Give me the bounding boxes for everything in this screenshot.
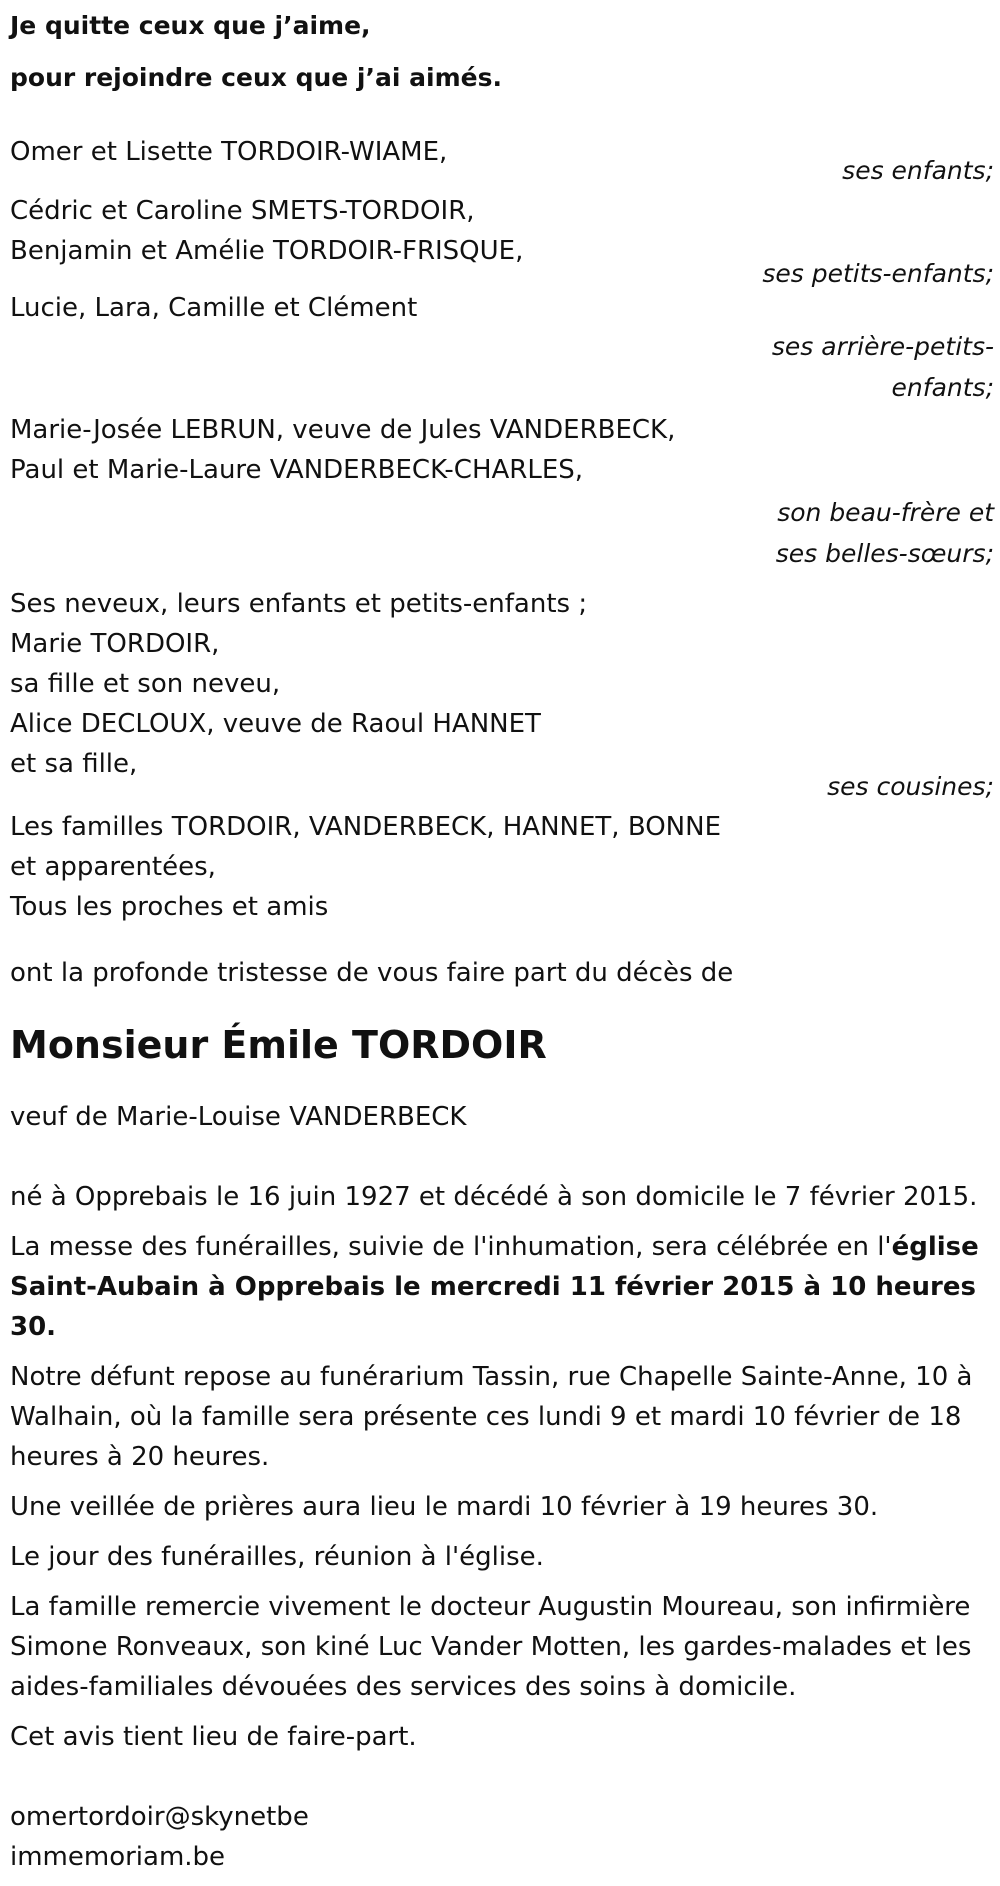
obituary-notice	[10, 0, 994, 1877]
children-role: ses enfants;	[842, 156, 994, 185]
cousin-1-detail: sa fille et son neveu,	[10, 669, 281, 699]
funeral-thanks: La famille remercie vivement le docteur Augustin Moureau, son infirmière Simone Ronveaux, son kiné Luc Vander Motten, les gardes-malades et les aides-familiales dévouées des services des soins à domicile.	[10, 1592, 972, 1702]
funeral-rest: Notre défunt repose au funérarium Tassin, rue Chapelle Sainte-Anne, 10 à Walhain, où la famille sera présente ces lundi 9 et mardi 10 février de 18 heures à 20 heures.	[10, 1362, 973, 1472]
funeral-meeting: Le jour des funérailles, réunion à l'église.	[10, 1542, 544, 1572]
grandchildren-names-1: Cédric et Caroline SMETS-TORDOIR,	[10, 196, 475, 226]
funeral-mass-intro: La messe des funérailles, suivie de l'inhumation, sera célébrée en l'	[10, 1232, 892, 1262]
grandchildren-names-2: Benjamin et Amélie TORDOIR-FRISQUE,	[10, 236, 524, 266]
epigraph-line-1: Je quitte ceux que j’aime,	[10, 11, 371, 40]
great-grandchildren-names: Lucie, Lara, Camille et Clément	[10, 293, 418, 323]
cousins-role: ses cousines;	[827, 772, 994, 801]
deceased-name: Monsieur Émile TORDOIR	[10, 1023, 547, 1067]
contact-website: immemoriam.be	[10, 1842, 226, 1872]
widower-of: veuf de Marie-Louise VANDERBECK	[10, 1102, 467, 1132]
families-line-2: et apparentées,	[10, 852, 216, 882]
funeral-notice: Cet avis tient lieu de faire-part.	[10, 1722, 417, 1752]
announcement: ont la profonde tristesse de vous faire part du décès de	[10, 958, 734, 988]
great-grandchildren-role-2: enfants;	[891, 373, 994, 402]
contact-email: omertordoir@skynetbe	[10, 1802, 309, 1832]
in-laws-role-2: ses belles-sœurs;	[775, 539, 994, 568]
families-line-1: Les familles TORDOIR, VANDERBECK, HANNET, BONNE	[10, 812, 722, 842]
grandchildren-role: ses petits-enfants;	[762, 259, 994, 288]
in-laws-1: Marie-Josée LEBRUN, veuve de Jules VANDERBECK,	[10, 415, 676, 445]
friends-line: Tous les proches et amis	[10, 892, 329, 922]
cousin-2-name: Alice DECLOUX, veuve de Raoul HANNET	[10, 709, 541, 739]
in-laws-2: Paul et Marie-Laure VANDERBECK-CHARLES,	[10, 455, 584, 485]
funeral-mass	[10, 1227, 994, 1347]
cousin-2-detail: et sa fille,	[10, 749, 138, 779]
epigraph-line-2: pour rejoindre ceux que j’ai aimés.	[10, 63, 502, 92]
in-laws-role-1: son beau-frère et	[777, 498, 994, 527]
cousin-1-name: Marie TORDOIR,	[10, 629, 220, 659]
great-grandchildren-role-1: ses arrière-petits-	[771, 332, 994, 361]
funeral-vigil: Une veillée de prières aura lieu le mardi 10 février à 19 heures 30.	[10, 1492, 879, 1522]
children-names: Omer et Lisette TORDOIR-WIAME,	[10, 137, 448, 167]
funeral-mass-place-time: église Saint-Aubain à Opprebais le mercredi 11 février 2015 à 10 heures 30.	[10, 1232, 979, 1342]
birth-death-line: né à Opprebais le 16 juin 1927 et décédé à son domicile le 7 février 2015.	[10, 1182, 978, 1212]
nephews-line: Ses neveux, leurs enfants et petits-enfants ;	[10, 589, 588, 619]
